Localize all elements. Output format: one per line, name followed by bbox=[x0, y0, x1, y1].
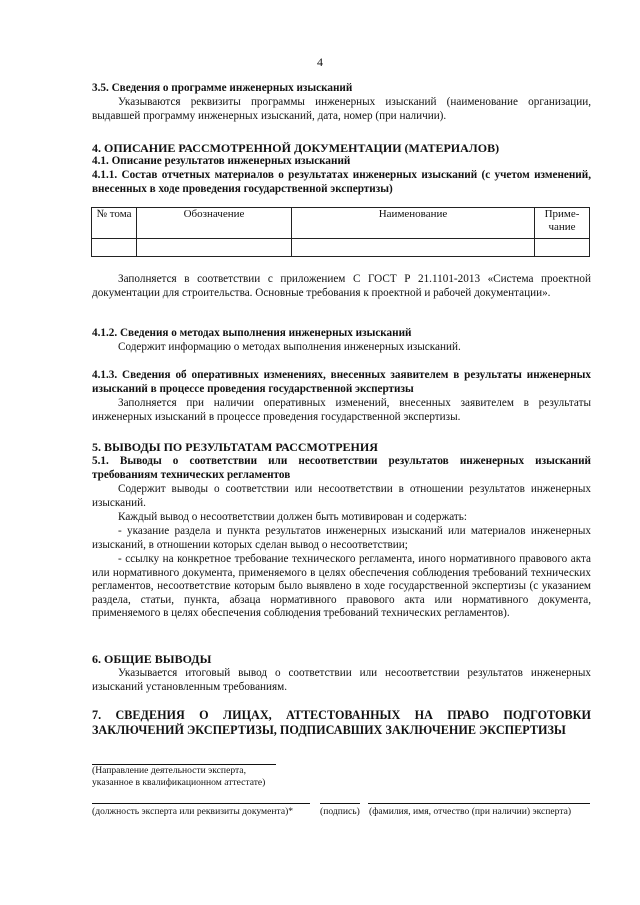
table-cell bbox=[292, 239, 535, 257]
table-row bbox=[92, 239, 590, 257]
table-header-row bbox=[92, 208, 590, 239]
section-4-1-3-text: Заполняется при наличии оперативных изменений, внесенных заявителем в результаты инженерных изысканий в процессе проведения государственной экспертизы. bbox=[92, 397, 591, 423]
name-caption: (фамилия, имя, отчество (при наличии) эксперта) bbox=[369, 806, 572, 817]
section-4-1-1-text: Заполняется в соответствии с приложением С ГОСТ Р 21.1101-2013 «Система проектной документации для строительства. Основные требования к проектной и рабочей документации». bbox=[92, 273, 591, 299]
direction-caption: (Направление деятельности эксперта, bbox=[92, 765, 246, 776]
section-5-1-title: 5.1. Выводы о соответствии или несоответствии результатов инженерных изысканий требованиям технических регламентов bbox=[92, 455, 591, 481]
volumes-table bbox=[91, 207, 590, 257]
section-5-1-list-item: - указание раздела и пункта результатов инженерных изысканий или материалов инженерных изысканий, в отношении которых сделан вывод о несоответствии; bbox=[92, 525, 591, 551]
direction-caption: указанное в квалификационном аттестате) bbox=[92, 777, 266, 788]
position-underline bbox=[92, 803, 310, 804]
section-6-text: Указывается итоговый вывод о соответствии или несоответствии результатов инженерных изысканий установленным требованиям. bbox=[92, 667, 591, 693]
section-5-1-list-item: - ссылку на конкретное требование технического регламента, иного нормативного правового акта или нормативного документа, применяемого в целях обеспечения соблюдения требований технических регламентов, несоответствие которым было выявлено в ходе государственной экспертизы (с указанием раздела, статьи, пункта, абзаца нормативного правового акта или нормативного документа, применяемого в целях обеспечения соблюдения требований технических регламентов). bbox=[92, 553, 591, 620]
table-cell bbox=[137, 239, 292, 257]
section-4-title: 4. ОПИСАНИЕ РАССМОТРЕННОЙ ДОКУМЕНТАЦИИ (МАТЕРИАЛОВ) bbox=[92, 141, 500, 155]
table-cell bbox=[535, 239, 590, 257]
section-5-1-paragraph: Содержит выводы о соответствии или несоответствии в отношении результатов инженерных изысканий. bbox=[92, 483, 591, 509]
signature-caption: (подпись) bbox=[320, 806, 360, 817]
section-4-1-title: 4.1. Описание результатов инженерных изысканий bbox=[92, 155, 351, 167]
section-6-title: 6. ОБЩИЕ ВЫВОДЫ bbox=[92, 652, 212, 666]
section-3-5-title: 3.5. Сведения о программе инженерных изысканий bbox=[92, 82, 353, 94]
section-7-title: 7. СВЕДЕНИЯ О ЛИЦАХ, АТТЕСТОВАННЫХ НА ПРАВО ПОДГОТОВКИ ЗАКЛЮЧЕНИЙ ЭКСПЕРТИЗЫ, ПОДПИСАВШИХ ЗАКЛЮЧЕНИЕ ЭКСПЕРТИЗЫ bbox=[92, 708, 591, 737]
section-5-1-paragraph: Каждый вывод о несоответствии должен быть мотивирован и содержать: bbox=[118, 511, 467, 523]
section-5-title: 5. ВЫВОДЫ ПО РЕЗУЛЬТАТАМ РАССМОТРЕНИЯ bbox=[92, 440, 378, 454]
table-header-cell: Наименование bbox=[292, 208, 535, 239]
section-4-1-1-title: 4.1.1. Состав отчетных материалов о результатах инженерных изысканий (с учетом изменений, внесенных в ходе проведения государственной экспертизы) bbox=[92, 169, 591, 195]
section-4-1-3-title: 4.1.3. Сведения об оперативных изменениях, внесенных заявителем в результаты инженерных изысканий в процессе проведения государственной экспертизы bbox=[92, 369, 591, 395]
table-cell bbox=[92, 239, 137, 257]
position-caption: (должность эксперта или реквизиты документа)* bbox=[92, 806, 294, 817]
table-header-cell: № тома bbox=[92, 208, 137, 239]
table-header-cell: Обозначение bbox=[137, 208, 292, 239]
table-header-cell: Приме-чание bbox=[535, 208, 590, 239]
signature-underline bbox=[320, 803, 360, 804]
section-4-1-2-title: 4.1.2. Сведения о методах выполнения инженерных изысканий bbox=[92, 327, 412, 339]
section-3-5-text: Указываются реквизиты программы инженерных изысканий (наименование организации, выдавшей программу инженерных изысканий, дата, номер (при наличии). bbox=[92, 96, 591, 122]
section-4-1-2-text: Содержит информацию о методах выполнения инженерных изысканий. bbox=[118, 341, 461, 353]
page-number: 4 bbox=[317, 55, 323, 69]
name-underline bbox=[368, 803, 590, 804]
